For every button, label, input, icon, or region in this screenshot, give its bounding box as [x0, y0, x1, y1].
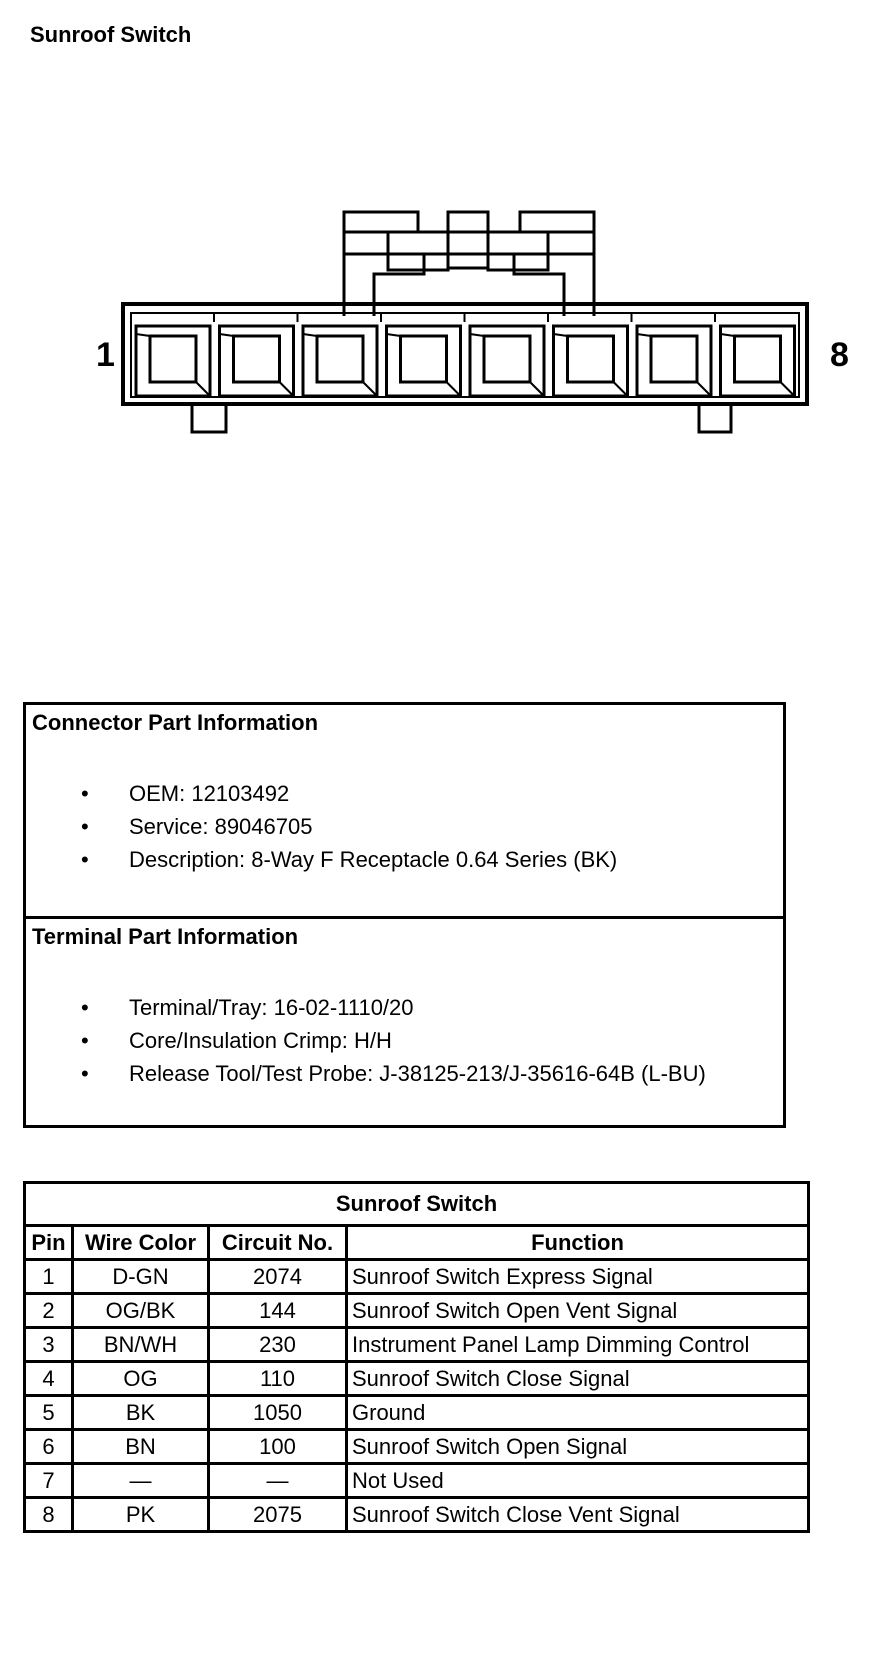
- pin-cell: 4: [25, 1362, 73, 1396]
- bullet-icon: •: [81, 995, 89, 1020]
- table-row: [25, 1362, 809, 1396]
- list-item: [26, 1024, 706, 1057]
- terminal-part-info-title: Terminal Part Information: [32, 924, 299, 949]
- bullet-icon: •: [81, 1028, 89, 1053]
- list-item-text: Description: 8-Way F Receptacle 0.64 Series (BK): [129, 847, 618, 872]
- list-item: [26, 843, 617, 876]
- terminal-part-info-list: [26, 991, 706, 1090]
- table-title-row: [25, 1183, 809, 1226]
- circuit-cell: —: [209, 1464, 347, 1498]
- circuit-cell: 144: [209, 1294, 347, 1328]
- wire-color-cell: OG: [73, 1362, 209, 1396]
- connector-part-info-title: Connector Part Information: [32, 710, 319, 735]
- function-cell: Sunroof Switch Close Vent Signal: [347, 1498, 809, 1532]
- bullet-icon: •: [81, 814, 89, 839]
- bullet-icon: •: [81, 781, 89, 806]
- list-item-text: Release Tool/Test Probe: J-38125-213/J-35616-64B (L-BU): [129, 1061, 706, 1086]
- table-row: [25, 1396, 809, 1430]
- wire-color-cell: BK: [73, 1396, 209, 1430]
- connector-cavity: [220, 326, 294, 396]
- pin-label-last: 8: [830, 336, 849, 374]
- function-cell: Not Used: [347, 1464, 809, 1498]
- table-row: [25, 1328, 809, 1362]
- connector-foot-left: [192, 404, 226, 432]
- circuit-cell: 2075: [209, 1498, 347, 1532]
- column-header: Pin: [25, 1226, 73, 1260]
- circuit-cell: 100: [209, 1430, 347, 1464]
- connector-part-info-list: [26, 777, 617, 876]
- connector-foot-right: [699, 404, 731, 432]
- connector-face-diagram: [0, 0, 896, 460]
- function-cell: Ground: [347, 1396, 809, 1430]
- wire-color-cell: D-GN: [73, 1260, 209, 1294]
- list-item: [26, 810, 617, 843]
- list-item: [26, 777, 617, 810]
- pin-cell: 3: [25, 1328, 73, 1362]
- list-item-text: Service: 89046705: [129, 814, 313, 839]
- wire-color-cell: BN: [73, 1430, 209, 1464]
- page-title: Sunroof Switch: [30, 22, 192, 47]
- table-title: Sunroof Switch: [25, 1183, 809, 1226]
- pin-label-first: 1: [96, 336, 115, 374]
- function-cell: Sunroof Switch Close Signal: [347, 1362, 809, 1396]
- circuit-cell: 2074: [209, 1260, 347, 1294]
- list-item-text: Core/Insulation Crimp: H/H: [129, 1028, 392, 1053]
- connector-cavity: [554, 326, 628, 396]
- connector-cavity: [721, 326, 795, 396]
- connector-cavity: [136, 326, 210, 396]
- list-item: [26, 1057, 706, 1090]
- pin-cell: 6: [25, 1430, 73, 1464]
- wire-color-cell: —: [73, 1464, 209, 1498]
- pin-cell: 1: [25, 1260, 73, 1294]
- circuit-cell: 1050: [209, 1396, 347, 1430]
- list-item-text: OEM: 12103492: [129, 781, 290, 806]
- pinout-table: [23, 1181, 810, 1533]
- pin-cell: 2: [25, 1294, 73, 1328]
- bullet-icon: •: [81, 1061, 89, 1086]
- table-row: [25, 1294, 809, 1328]
- part-information-box: [23, 702, 786, 1128]
- connector-part-info: [26, 705, 783, 919]
- connector-cavity: [470, 326, 544, 396]
- column-header: Circuit No.: [209, 1226, 347, 1260]
- connector-cavity: [303, 326, 377, 396]
- table-row: [25, 1430, 809, 1464]
- pin-cell: 5: [25, 1396, 73, 1430]
- list-item-text: Terminal/Tray: 16-02-1110/20: [129, 995, 414, 1020]
- connector-cavity: [387, 326, 461, 396]
- function-cell: Sunroof Switch Express Signal: [347, 1260, 809, 1294]
- pin-cell: 8: [25, 1498, 73, 1532]
- connector-latch: [344, 212, 594, 316]
- wire-color-cell: BN/WH: [73, 1328, 209, 1362]
- function-cell: Sunroof Switch Open Vent Signal: [347, 1294, 809, 1328]
- terminal-part-info: [26, 919, 783, 1125]
- connector-cavity: [637, 326, 711, 396]
- function-cell: Sunroof Switch Open Signal: [347, 1430, 809, 1464]
- column-header: Function: [347, 1226, 809, 1260]
- wire-color-cell: PK: [73, 1498, 209, 1532]
- wire-color-cell: OG/BK: [73, 1294, 209, 1328]
- table-header-row: [25, 1226, 809, 1260]
- table-row: [25, 1464, 809, 1498]
- function-cell: Instrument Panel Lamp Dimming Control: [347, 1328, 809, 1362]
- table-row: [25, 1498, 809, 1532]
- column-header: Wire Color: [73, 1226, 209, 1260]
- pin-cell: 7: [25, 1464, 73, 1498]
- list-item: [26, 991, 706, 1024]
- table-row: [25, 1260, 809, 1294]
- bullet-icon: •: [81, 847, 89, 872]
- circuit-cell: 230: [209, 1328, 347, 1362]
- circuit-cell: 110: [209, 1362, 347, 1396]
